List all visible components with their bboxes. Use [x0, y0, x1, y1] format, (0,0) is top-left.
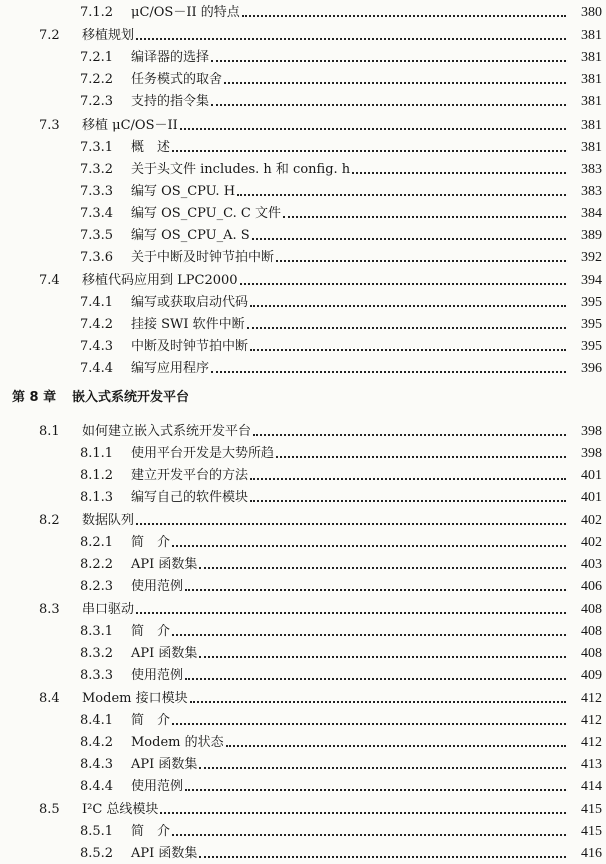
toc-entry-title: [131, 182, 566, 202]
toc-page-number: 392: [581, 250, 602, 265]
toc-entry-title: [131, 466, 566, 486]
toc-entry-title: [131, 226, 566, 246]
toc-entry-title-text: 编写自己的软件模块: [131, 490, 249, 505]
toc-entry-title: [131, 711, 566, 731]
toc-chapter-heading: [0, 388, 606, 408]
toc-subsection-entry[interactable]: [0, 644, 606, 664]
toc-entry-title-text: μC/OS－II 的特点: [131, 5, 240, 20]
toc-entry-title-text: 编写 OS_CPU_C. C 文件: [131, 206, 281, 221]
toc-page-number: 406: [581, 579, 602, 594]
toc-page-number: 396: [581, 361, 602, 376]
toc-entry-title: [131, 555, 566, 575]
toc-entry-title: [82, 26, 566, 46]
toc-entry-number: 7.3.1: [80, 140, 114, 155]
dot-leader: [250, 478, 566, 480]
toc-entry-title-text: 任务模式的取舍: [131, 72, 223, 87]
toc-entry-title: [131, 138, 566, 158]
toc-entry-title: [131, 822, 566, 842]
toc-entry-title-text: Modem 接口模块: [82, 691, 188, 706]
toc-entry-number: 7.3.3: [80, 184, 114, 199]
toc-page-number: 408: [581, 646, 602, 661]
toc-subsection-entry[interactable]: [0, 711, 606, 731]
toc-entry-number: 7.2.1: [80, 50, 114, 65]
toc-subsection-entry[interactable]: [0, 666, 606, 686]
toc-subsection-entry[interactable]: [0, 733, 606, 753]
toc-page-number: 383: [581, 184, 602, 199]
toc-page-number: 394: [581, 273, 602, 288]
toc-entry-number: 7.4.4: [80, 361, 114, 376]
toc-entry-number: 8.3.2: [80, 646, 114, 661]
toc-entry-number: 8.4.1: [80, 713, 114, 728]
dot-leader: [242, 15, 566, 17]
toc-page-number: 381: [581, 118, 602, 133]
toc-entry-number: 8.2.1: [80, 535, 114, 550]
toc-entry-title: [131, 644, 566, 664]
dot-leader: [136, 38, 566, 40]
toc-subsection-entry[interactable]: [0, 70, 606, 90]
toc-entry-title-text: 支持的指令集: [131, 94, 210, 109]
toc-page-number: 401: [581, 490, 602, 505]
toc-entry-title-text: 移植代码应用到 LPC2000: [82, 273, 238, 288]
dot-leader: [237, 194, 566, 196]
toc-entry-title: [131, 248, 566, 268]
toc-page-number: 409: [581, 668, 602, 683]
toc-entry-title: [131, 577, 566, 597]
toc-entry-number: 7.4.3: [80, 339, 114, 354]
toc-entry-title-text: 数据队列: [82, 513, 135, 528]
dot-leader: [276, 260, 566, 262]
toc-entry-title-text: 简 介: [131, 713, 171, 728]
toc-entry-title: [131, 755, 566, 775]
dot-leader: [240, 283, 566, 285]
toc-page-number: 395: [581, 295, 602, 310]
toc-entry-number: 7.4: [39, 273, 60, 288]
toc-entry-title: [131, 622, 566, 642]
toc-page-number: 403: [581, 557, 602, 572]
toc-subsection-entry[interactable]: [0, 822, 606, 842]
toc-entry-number: 第 8 章: [12, 390, 57, 405]
toc-entry-title-text: 使用范例: [131, 579, 184, 594]
toc-subsection-entry[interactable]: [0, 488, 606, 508]
toc-page-number: 380: [581, 5, 602, 20]
toc-section-entry[interactable]: [0, 689, 606, 709]
dot-leader: [172, 545, 566, 547]
toc-entry-title: [131, 666, 566, 686]
toc-entry-number: 7.2: [39, 28, 60, 43]
toc-entry-number: 8.1.1: [80, 446, 114, 461]
toc-entry-number: 8.5.2: [80, 846, 114, 861]
toc-entry-title-text: API 函数集: [131, 757, 198, 772]
toc-page-number: 416: [581, 846, 602, 861]
toc-page-number: 381: [581, 94, 602, 109]
toc-subsection-entry[interactable]: [0, 182, 606, 202]
toc-entry-title: [131, 3, 566, 23]
dot-leader: [136, 612, 566, 614]
dot-leader: [160, 812, 566, 814]
dot-leader: [185, 589, 566, 591]
toc-page-number: 381: [581, 50, 602, 65]
toc-entry-title-text: 移植规划: [82, 28, 135, 43]
toc-page-number: 408: [581, 624, 602, 639]
toc-entry-title-text: 编写 OS_CPU_A. S: [131, 228, 250, 243]
toc-entry-title: [131, 337, 566, 357]
toc-subsection-entry[interactable]: [0, 293, 606, 313]
toc-entry-number: 8.2.2: [80, 557, 114, 572]
dot-leader: [211, 371, 566, 373]
dot-leader: [247, 327, 566, 329]
toc-entry-title: [131, 359, 566, 379]
toc-entry-title: [131, 488, 566, 508]
toc-entry-number: 8.5: [39, 802, 60, 817]
toc-entry-number: 8.4: [39, 691, 60, 706]
toc-subsection-entry[interactable]: [0, 3, 606, 23]
toc-entry-title-text: 简 介: [131, 824, 171, 839]
toc-entry-number: 7.3.6: [80, 250, 114, 265]
toc-entry-number: 8.5.1: [80, 824, 114, 839]
toc-entry-title-text: 中断及时钟节拍中断: [131, 339, 249, 354]
toc-entry-title: [131, 844, 566, 864]
dot-leader: [172, 150, 566, 152]
toc-entry-title-text: API 函数集: [131, 557, 198, 572]
toc-subsection-entry[interactable]: [0, 755, 606, 775]
toc-entry-title-text: 嵌入式系统开发平台: [72, 390, 190, 405]
dot-leader: [172, 634, 566, 636]
toc-section-entry[interactable]: [0, 600, 606, 620]
dot-leader: [172, 834, 566, 836]
toc-entry-title: [82, 511, 566, 531]
toc-entry-title: [82, 689, 566, 709]
toc-entry-title-text: 使用范例: [131, 668, 184, 683]
toc-section-entry[interactable]: [0, 271, 606, 291]
toc-subsection-entry[interactable]: [0, 92, 606, 112]
toc-entry-title-text: 挂接 SWI 软件中断: [131, 317, 245, 332]
toc-entry-number: 8.4.3: [80, 757, 114, 772]
dot-leader: [190, 701, 566, 703]
toc-entry-title-text: 关于头文件 includes. h 和 config. h: [131, 162, 351, 177]
toc-subsection-entry[interactable]: [0, 777, 606, 797]
toc-entry-title-text: 移植 μC/OS－II: [82, 118, 178, 133]
toc-entry-title-text: 使用范例: [131, 779, 184, 794]
dot-leader: [253, 434, 566, 436]
toc-page-number: 402: [581, 535, 602, 550]
toc-page-number: 402: [581, 513, 602, 528]
toc-entry-number: 7.3.5: [80, 228, 114, 243]
toc-entry-title-text: 简 介: [131, 535, 171, 550]
toc-entry-number: 7.4.2: [80, 317, 114, 332]
toc-entry-title-text: 关于中断及时钟节拍中断: [131, 250, 275, 265]
toc-page-number: 398: [581, 446, 602, 461]
dot-leader: [250, 349, 566, 351]
toc-entry-number: 8.3: [39, 602, 60, 617]
toc-section-entry[interactable]: [0, 116, 606, 136]
toc-entry-title-text: 概 述: [131, 140, 171, 155]
toc-subsection-entry[interactable]: [0, 48, 606, 68]
toc-section-entry[interactable]: [0, 800, 606, 820]
toc-entry-title: [131, 48, 566, 68]
toc-subsection-entry[interactable]: [0, 466, 606, 486]
toc-entry-title: [131, 160, 566, 180]
toc-entry-number: 7.4.1: [80, 295, 114, 310]
toc-subsection-entry[interactable]: [0, 444, 606, 464]
dot-leader: [172, 723, 566, 725]
toc-page-number: 384: [581, 206, 602, 221]
toc-entry-title-text: 串口驱动: [82, 602, 135, 617]
toc-page-number: 415: [581, 824, 602, 839]
toc-entry-title-text: Modem 的状态: [131, 735, 224, 750]
toc-page-number: 381: [581, 140, 602, 155]
toc-page-number: 395: [581, 317, 602, 332]
toc-entry-title-text: API 函数集: [131, 646, 198, 661]
toc-section-entry[interactable]: [0, 422, 606, 442]
toc-entry-title-text: 编译器的选择: [131, 50, 210, 65]
toc-entry-number: 7.3.2: [80, 162, 114, 177]
toc-page-number: 389: [581, 228, 602, 243]
toc-page-number: 383: [581, 162, 602, 177]
toc-entry-number: 7.2.2: [80, 72, 114, 87]
toc-subsection-entry[interactable]: [0, 160, 606, 180]
toc-entry-title: [131, 444, 566, 464]
toc-subsection-entry[interactable]: [0, 315, 606, 335]
toc-page-number: 415: [581, 802, 602, 817]
toc-entry-number: 7.2.3: [80, 94, 114, 109]
toc-entry-title: [131, 92, 566, 112]
dot-leader: [199, 656, 566, 658]
toc-subsection-entry[interactable]: [0, 555, 606, 575]
dot-leader: [252, 238, 566, 240]
toc-entry-title: [131, 70, 566, 90]
dot-leader: [180, 128, 566, 130]
toc-entry-title: [131, 533, 566, 553]
dot-leader: [276, 456, 566, 458]
toc-subsection-entry[interactable]: [0, 337, 606, 357]
dot-leader: [226, 745, 566, 747]
toc-page-number: 381: [581, 28, 602, 43]
toc-page-number: 408: [581, 602, 602, 617]
dot-leader: [199, 856, 566, 858]
toc-entry-title: [82, 422, 566, 442]
toc-entry-title-text: 编写 OS_CPU. H: [131, 184, 236, 199]
dot-leader: [185, 789, 566, 791]
toc-entry-number: 8.2.3: [80, 579, 114, 594]
toc-entry-number: 7.1.2: [80, 5, 114, 20]
toc-page-number: 414: [581, 779, 602, 794]
dot-leader: [224, 82, 566, 84]
toc-section-entry[interactable]: [0, 511, 606, 531]
toc-entry-number: 8.1.3: [80, 490, 114, 505]
toc-entry-number: 8.4.4: [80, 779, 114, 794]
toc-entry-number: 8.2: [39, 513, 60, 528]
toc-entry-title: [82, 600, 566, 620]
toc-subsection-entry[interactable]: [0, 204, 606, 224]
toc-subsection-entry[interactable]: [0, 622, 606, 642]
dot-leader: [250, 305, 566, 307]
toc-entry-title: [82, 800, 566, 820]
toc-subsection-entry[interactable]: [0, 359, 606, 379]
toc-entry-title: [131, 733, 566, 753]
toc-entry-number: 7.3.4: [80, 206, 114, 221]
toc-entry-title: [131, 293, 566, 313]
toc-page-number: 381: [581, 72, 602, 87]
toc-entry-title-text: 如何建立嵌入式系统开发平台: [82, 424, 252, 439]
toc-entry-title-text: 建立开发平台的方法: [131, 468, 249, 483]
dot-leader: [283, 216, 566, 218]
toc-section-entry[interactable]: [0, 26, 606, 46]
toc-page-number: 412: [581, 713, 602, 728]
toc-entry-number: 7.3: [39, 118, 60, 133]
toc-page-number: 395: [581, 339, 602, 354]
toc-entry-title-text: 编写或获取启动代码: [131, 295, 249, 310]
toc-entry-title-text: 编写应用程序: [131, 361, 210, 376]
toc-entry-title: [72, 388, 191, 408]
dot-leader: [136, 523, 566, 525]
toc-subsection-entry[interactable]: [0, 577, 606, 597]
toc-entry-number: 8.4.2: [80, 735, 114, 750]
toc-subsection-entry[interactable]: [0, 138, 606, 158]
toc-subsection-entry[interactable]: [0, 226, 606, 246]
toc-subsection-entry[interactable]: [0, 533, 606, 553]
toc-entry-title: [131, 315, 566, 335]
dot-leader: [352, 172, 566, 174]
toc-entry-number: 8.3.3: [80, 668, 114, 683]
toc-entry-title: [131, 777, 566, 797]
toc-entry-title: [82, 271, 566, 291]
toc-page-number: 412: [581, 691, 602, 706]
toc-entry-title: [131, 204, 566, 224]
toc-page-number: 413: [581, 757, 602, 772]
toc-entry-number: 8.1.2: [80, 468, 114, 483]
dot-leader: [199, 567, 566, 569]
toc-entry-title: [82, 116, 566, 136]
dot-leader: [185, 678, 566, 680]
toc-entry-title-text: I²C 总线模块: [82, 802, 159, 817]
dot-leader: [211, 104, 566, 106]
toc-subsection-entry[interactable]: [0, 844, 606, 864]
toc-entry-number: 8.3.1: [80, 624, 114, 639]
toc-subsection-entry[interactable]: [0, 248, 606, 268]
dot-leader: [250, 500, 566, 502]
toc-entry-title-text: API 函数集: [131, 846, 198, 861]
toc-entry-number: 8.1: [39, 424, 60, 439]
toc-entry-title-text: 简 介: [131, 624, 171, 639]
toc-entry-title-text: 使用平台开发是大势所趋: [131, 446, 275, 461]
toc-page-number: 401: [581, 468, 602, 483]
toc-page-number: 412: [581, 735, 602, 750]
dot-leader: [211, 60, 566, 62]
toc-page-number: 398: [581, 424, 602, 439]
dot-leader: [199, 767, 566, 769]
